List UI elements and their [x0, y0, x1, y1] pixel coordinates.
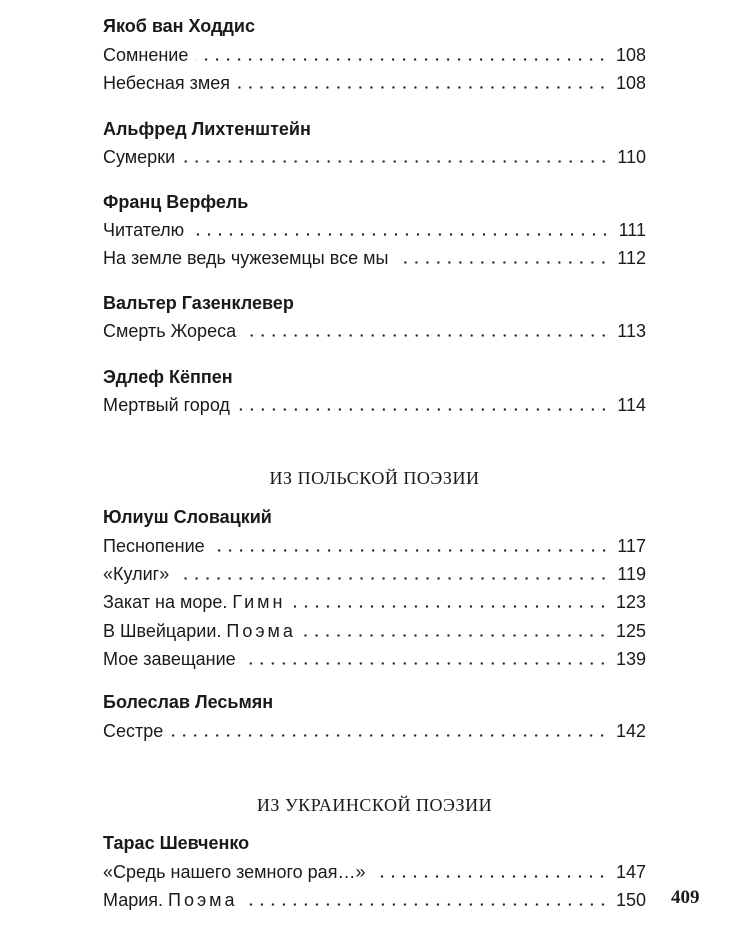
entry-title: Сомнение — [103, 45, 189, 65]
dot-leader — [213, 549, 610, 552]
entry-page: 112 — [617, 248, 646, 268]
entry-title-main: В Швейцарии. — [103, 621, 222, 641]
dot-leader — [244, 334, 609, 337]
toc-entry — [103, 591, 646, 613]
author-heading: Тарас Шевченко — [103, 833, 250, 853]
entry-title: Смерть Жореса — [103, 321, 237, 341]
dot-leader — [294, 605, 608, 608]
toc-entry — [103, 563, 646, 585]
entry-title: Небесная змея — [103, 73, 231, 93]
toc-entry — [103, 247, 646, 269]
toc-entry — [103, 535, 646, 557]
entry-page: 119 — [617, 564, 646, 584]
page-number: 409 — [671, 887, 700, 908]
entry-subtitle: Поэма — [168, 890, 238, 910]
dot-leader — [171, 734, 608, 737]
dot-leader — [192, 233, 610, 236]
entry-page: 139 — [615, 649, 646, 669]
author-heading: Альфред Лихтенштейн — [103, 119, 311, 139]
entry-subtitle: Гимн — [232, 592, 286, 612]
entry-title — [103, 591, 286, 613]
section-heading: ИЗ УКРАИНСКОЙ ПОЭЗИИ — [256, 795, 493, 815]
entry-page: 150 — [615, 890, 646, 910]
entry-title: Мое завещание — [103, 649, 236, 669]
toc-entry — [103, 861, 646, 883]
toc-entry — [103, 44, 646, 66]
dot-leader — [396, 261, 609, 264]
entry-title: На земле ведь чужеземцы все мы — [103, 248, 389, 268]
dot-leader — [244, 662, 608, 665]
entry-title: Мертвый город — [103, 395, 230, 415]
entry-page: 108 — [615, 45, 646, 65]
dot-leader — [238, 408, 609, 411]
entry-page: 147 — [615, 862, 646, 882]
toc-entry — [103, 394, 646, 416]
entry-page: 125 — [615, 621, 646, 641]
dot-leader — [238, 86, 608, 89]
author-heading: Болеслав Лесьмян — [103, 692, 274, 712]
entry-title — [103, 889, 238, 911]
entry-title: «Средь нашего земного рая…» — [103, 862, 366, 882]
toc-entry — [103, 72, 646, 94]
entry-subtitle: Поэма — [226, 621, 296, 641]
toc-entry — [103, 146, 646, 168]
entry-page: 117 — [617, 536, 646, 556]
section-heading: ИЗ ПОЛЬСКОЙ ПОЭЗИИ — [269, 468, 480, 488]
toc-entry — [103, 720, 646, 742]
entry-title-main: Закат на море. — [103, 592, 228, 612]
entry-title: «Кулиг» — [103, 564, 170, 584]
toc-entry — [103, 219, 646, 241]
entry-title: Сумерки — [103, 147, 176, 167]
entry-page: 110 — [617, 147, 646, 167]
author-heading: Юлиуш Словацкий — [103, 507, 272, 527]
entry-page: 114 — [617, 395, 646, 415]
toc-entry — [103, 889, 646, 911]
author-heading: Якоб ван Ходдис — [103, 16, 255, 36]
dot-leader — [183, 160, 609, 163]
entry-title: Песнопение — [103, 536, 205, 556]
entry-page: 142 — [615, 721, 646, 741]
entry-page: 111 — [618, 220, 646, 240]
entry-page: 113 — [617, 321, 646, 341]
entry-title: Сестре — [103, 721, 164, 741]
dot-leader — [304, 634, 608, 637]
dot-leader — [177, 577, 609, 580]
dot-leader — [196, 58, 608, 61]
toc-entry — [103, 620, 646, 642]
entry-title — [103, 620, 296, 642]
author-heading: Эдлеф Кёппен — [103, 367, 233, 387]
author-heading: Вальтер Газенклевер — [103, 293, 294, 313]
entry-page: 108 — [615, 73, 646, 93]
entry-page: 123 — [615, 592, 646, 612]
dot-leader — [246, 903, 608, 906]
dot-leader — [373, 875, 608, 878]
author-heading: Франц Верфель — [103, 192, 249, 212]
entry-title: Читателю — [103, 220, 185, 240]
toc-entry — [103, 648, 646, 670]
entry-title-main: Мария. — [103, 890, 164, 910]
toc-entry — [103, 320, 646, 342]
